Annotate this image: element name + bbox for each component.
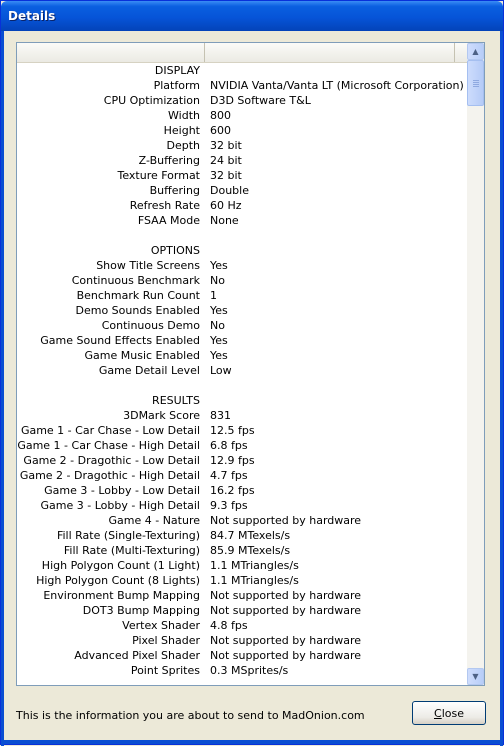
window-title: Details bbox=[8, 9, 56, 23]
detail-label: Game 2 - Dragothic - Low Detail bbox=[23, 454, 200, 467]
detail-row[interactable] bbox=[17, 603, 468, 618]
detail-value: 831 bbox=[210, 409, 231, 422]
detail-row[interactable] bbox=[17, 93, 468, 108]
detail-label: Refresh Rate bbox=[129, 199, 200, 212]
detail-row[interactable] bbox=[17, 543, 468, 558]
detail-label: DOT3 Bump Mapping bbox=[82, 604, 200, 617]
thumb-grip-line bbox=[473, 80, 479, 81]
detail-label: Game 2 - Dragothic - High Detail bbox=[19, 469, 200, 482]
detail-row[interactable] bbox=[17, 168, 468, 183]
detail-value: Yes bbox=[210, 349, 228, 362]
detail-value: Double bbox=[210, 184, 249, 197]
detail-value: Not supported by hardware bbox=[210, 514, 362, 527]
detail-value: 1.1 MTriangles/s bbox=[210, 574, 299, 587]
detail-row[interactable] bbox=[17, 273, 468, 288]
detail-row[interactable] bbox=[17, 633, 468, 648]
detail-label: Continuous Benchmark bbox=[71, 274, 200, 287]
detail-row[interactable] bbox=[17, 483, 468, 498]
detail-value: 4.8 fps bbox=[210, 619, 248, 632]
detail-row[interactable] bbox=[17, 618, 468, 633]
detail-row[interactable] bbox=[17, 468, 468, 483]
detail-label: Game Music Enabled bbox=[84, 349, 200, 362]
scroll-up-arrow-icon[interactable]: ▲ bbox=[467, 43, 484, 60]
close-accelerator: C bbox=[434, 706, 442, 720]
detail-label: Game Sound Effects Enabled bbox=[40, 334, 200, 347]
detail-value: NVIDIA Vanta/Vanta LT (Microsoft Corporation) bbox=[210, 79, 464, 92]
window-left-border bbox=[1, 31, 4, 746]
detail-label: Game 4 - Nature bbox=[108, 514, 200, 527]
column-header-name[interactable] bbox=[17, 43, 205, 62]
detail-label: Z-Buffering bbox=[138, 154, 200, 167]
thumb-grip-line bbox=[473, 82, 479, 83]
detail-row[interactable] bbox=[17, 513, 468, 528]
detail-value: 84.7 MTexels/s bbox=[210, 529, 291, 542]
spacer-row[interactable] bbox=[17, 228, 468, 243]
detail-row[interactable] bbox=[17, 213, 468, 228]
detail-row[interactable] bbox=[17, 303, 468, 318]
detail-label: Depth bbox=[166, 139, 200, 152]
detail-row[interactable] bbox=[17, 123, 468, 138]
detail-label: Pixel Shader bbox=[132, 634, 200, 647]
detail-row[interactable] bbox=[17, 573, 468, 588]
detail-value: 32 bit bbox=[210, 139, 242, 152]
detail-value: 85.9 MTexels/s bbox=[210, 544, 291, 557]
column-header-value[interactable] bbox=[205, 43, 455, 62]
details-rows bbox=[17, 63, 468, 678]
detail-row[interactable] bbox=[17, 498, 468, 513]
detail-row[interactable] bbox=[17, 198, 468, 213]
section-title: DISPLAY bbox=[154, 64, 200, 77]
section-title: RESULTS bbox=[152, 394, 200, 407]
section-header-row[interactable] bbox=[17, 63, 468, 78]
detail-label: Advanced Pixel Shader bbox=[74, 649, 200, 662]
detail-label: High Polygon Count (8 Lights) bbox=[36, 574, 200, 587]
detail-value: Not supported by hardware bbox=[210, 649, 362, 662]
section-title: OPTIONS bbox=[150, 244, 200, 257]
detail-label: Buffering bbox=[149, 184, 200, 197]
detail-label: Point Sprites bbox=[130, 664, 200, 677]
title-bar[interactable] bbox=[1, 1, 503, 31]
detail-row[interactable] bbox=[17, 558, 468, 573]
scroll-down-arrow-icon[interactable]: ▼ bbox=[467, 668, 484, 685]
detail-label: Platform bbox=[153, 79, 200, 92]
detail-value: 12.5 fps bbox=[210, 424, 255, 437]
detail-row[interactable] bbox=[17, 138, 468, 153]
detail-row[interactable] bbox=[17, 408, 468, 423]
detail-row[interactable] bbox=[17, 663, 468, 678]
list-header bbox=[17, 43, 468, 63]
detail-label: Game 3 - Lobby - High Detail bbox=[40, 499, 200, 512]
detail-value: 800 bbox=[210, 109, 231, 122]
detail-row[interactable] bbox=[17, 363, 468, 378]
detail-value: 32 bit bbox=[210, 169, 242, 182]
detail-row[interactable] bbox=[17, 183, 468, 198]
detail-label: Game 3 - Lobby - Low Detail bbox=[44, 484, 200, 497]
detail-value: D3D Software T&L bbox=[210, 94, 311, 107]
window-right-border bbox=[500, 31, 503, 746]
detail-row[interactable] bbox=[17, 78, 468, 93]
detail-value: Not supported by hardware bbox=[210, 604, 362, 617]
close-label: lose bbox=[441, 706, 464, 720]
detail-value: 6.8 fps bbox=[210, 439, 248, 452]
detail-label: Height bbox=[163, 124, 200, 137]
section-header-row[interactable] bbox=[17, 243, 468, 258]
detail-value: 60 Hz bbox=[210, 199, 242, 212]
detail-row[interactable] bbox=[17, 528, 468, 543]
detail-label: High Polygon Count (1 Light) bbox=[41, 559, 200, 572]
detail-value: 16.2 fps bbox=[210, 484, 255, 497]
details-list-view[interactable] bbox=[16, 42, 485, 686]
detail-value: Yes bbox=[210, 334, 228, 347]
detail-row[interactable] bbox=[17, 438, 468, 453]
window-bottom-border bbox=[1, 740, 503, 744]
scrollbar-thumb[interactable] bbox=[467, 60, 484, 106]
thumb-grip-line bbox=[473, 84, 479, 85]
footer-message: This is the information you are about to send to MadOnion.com bbox=[16, 709, 365, 722]
detail-label: Benchmark Run Count bbox=[76, 289, 200, 302]
detail-row[interactable] bbox=[17, 423, 468, 438]
detail-value: 1.1 MTriangles/s bbox=[210, 559, 299, 572]
detail-row[interactable] bbox=[17, 318, 468, 333]
detail-label: Environment Bump Mapping bbox=[43, 589, 200, 602]
detail-value: 0.3 MSprites/s bbox=[210, 664, 289, 677]
detail-row[interactable] bbox=[17, 258, 468, 273]
detail-value: 600 bbox=[210, 124, 231, 137]
detail-label: FSAA Mode bbox=[137, 214, 200, 227]
detail-label: CPU Optimization bbox=[103, 94, 200, 107]
detail-value: 1 bbox=[210, 289, 217, 302]
detail-label: Fill Rate (Single-Texturing) bbox=[56, 529, 200, 542]
detail-label: Demo Sounds Enabled bbox=[75, 304, 200, 317]
detail-row[interactable] bbox=[17, 288, 468, 303]
vertical-scrollbar[interactable] bbox=[467, 43, 484, 685]
detail-row[interactable] bbox=[17, 153, 468, 168]
spacer-row[interactable] bbox=[17, 378, 468, 393]
detail-value: 12.9 fps bbox=[210, 454, 255, 467]
detail-value: Yes bbox=[210, 304, 228, 317]
detail-label: Vertex Shader bbox=[122, 619, 200, 632]
detail-value: 9.3 fps bbox=[210, 499, 248, 512]
detail-value: None bbox=[210, 214, 239, 227]
detail-label: Fill Rate (Multi-Texturing) bbox=[63, 544, 200, 557]
detail-row[interactable] bbox=[17, 588, 468, 603]
detail-label: Show Title Screens bbox=[96, 259, 200, 272]
close-button[interactable] bbox=[412, 701, 486, 725]
detail-row[interactable] bbox=[17, 348, 468, 363]
detail-row[interactable] bbox=[17, 108, 468, 123]
section-header-row[interactable] bbox=[17, 393, 468, 408]
detail-row[interactable] bbox=[17, 648, 468, 663]
detail-label: Game Detail Level bbox=[98, 364, 200, 377]
detail-value: 24 bit bbox=[210, 154, 242, 167]
detail-value: Yes bbox=[210, 259, 228, 272]
detail-value: Not supported by hardware bbox=[210, 589, 362, 602]
detail-label: Width bbox=[168, 109, 200, 122]
detail-value: No bbox=[210, 319, 225, 332]
detail-label: Texture Format bbox=[117, 169, 200, 182]
detail-row[interactable] bbox=[17, 333, 468, 348]
detail-row[interactable] bbox=[17, 453, 468, 468]
thumb-grip-line bbox=[473, 86, 479, 87]
detail-value: Not supported by hardware bbox=[210, 634, 362, 647]
detail-value: No bbox=[210, 274, 225, 287]
detail-value: Low bbox=[210, 364, 232, 377]
detail-label: Game 1 - Car Chase - Low Detail bbox=[20, 424, 200, 437]
detail-value: 4.7 fps bbox=[210, 469, 248, 482]
detail-label: Game 1 - Car Chase - High Detail bbox=[17, 439, 200, 452]
detail-label: Continuous Demo bbox=[101, 319, 200, 332]
detail-label: 3DMark Score bbox=[123, 409, 200, 422]
